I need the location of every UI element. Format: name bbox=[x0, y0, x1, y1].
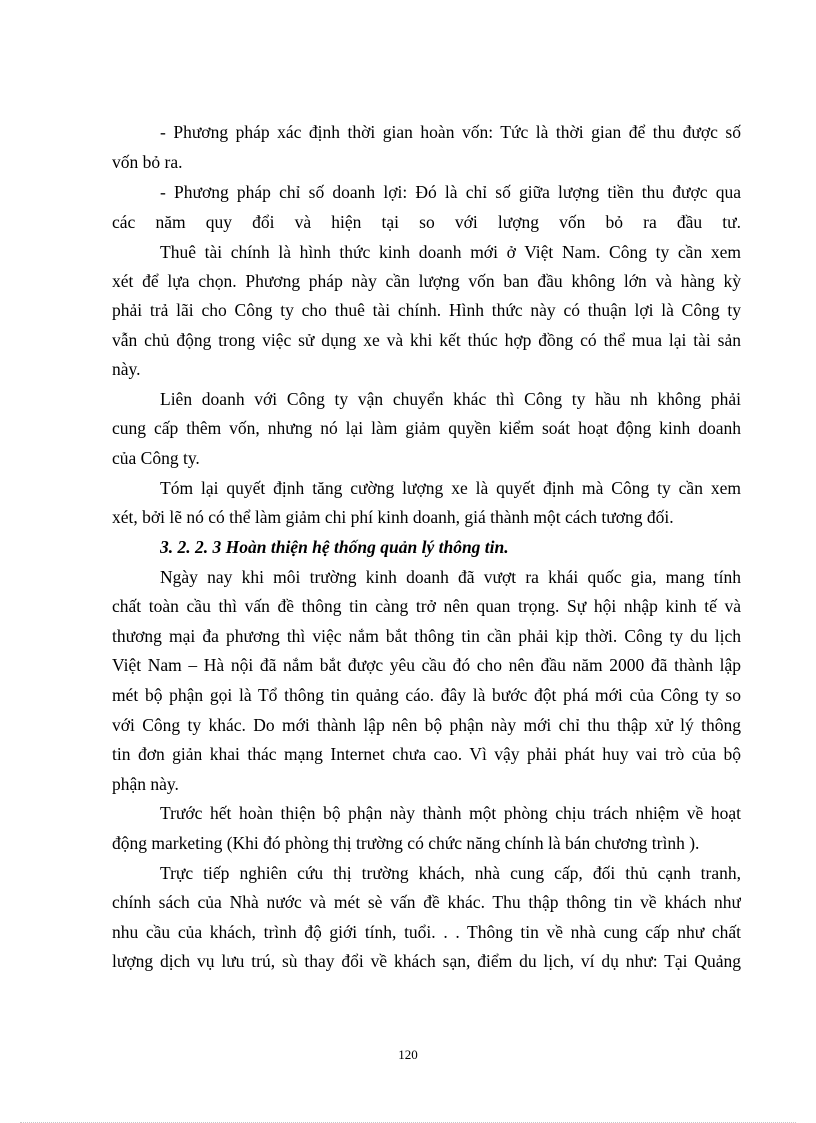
text-line: nhu cầu của khách, trình độ giới tính, tuổi. . . Thông tin về nhà cung cấp như chất bbox=[112, 922, 741, 942]
text-line: Tóm lại quyết định tăng cường lượng xe là quyết định mà Công ty cần xem bbox=[160, 478, 741, 498]
text-line: chính sách của Nhà nước và mét sè vấn đề khác. Thu thập thông tin về khách như bbox=[112, 892, 741, 912]
text-line: tin đơn giản khai thác mạng Internet chưa cao. Vì vậy phải phát huy vai trò của bộ bbox=[112, 744, 741, 764]
text-line: này. bbox=[112, 359, 141, 379]
text-line: Thuê tài chính là hình thức kinh doanh mới ở Việt Nam. Công ty cần xem bbox=[160, 242, 741, 262]
text-line: phận này. bbox=[112, 774, 179, 794]
text-line: của Công ty. bbox=[112, 448, 200, 468]
text-line: cung cấp thêm vốn, nhưng nó lại làm giảm quyền kiểm soát hoạt động kinh doanh bbox=[112, 418, 741, 438]
text-line: thương mại đa phương thì việc nắm bắt thông tin cần phải kịp thời. Công ty du lịch bbox=[112, 626, 741, 646]
text-line: - Phương pháp xác định thời gian hoàn vốn: Tức là thời gian để thu được số bbox=[160, 122, 741, 142]
text-line: xét để lựa chọn. Phương pháp này cần lượng vốn ban đầu không lớn và hàng kỳ bbox=[112, 271, 741, 291]
text-line: chất toàn cầu thì vấn đề thông tin càng trở nên quan trọng. Sự hội nhập kinh tế và bbox=[112, 596, 741, 616]
text-line: động marketing (Khi đó phòng thị trường có chức năng chính là bán chương trình ). bbox=[112, 833, 700, 853]
text-line: Liên doanh với Công ty vận chuyển khác thì Công ty hầu nh không phải bbox=[160, 389, 741, 409]
text-line: mét bộ phận gọi là Tổ thông tin quảng cáo. đây là bước đột phá mới của Công ty so bbox=[112, 685, 741, 705]
text-line: Việt Nam – Hà nội đã nắm bắt được yêu cầu đó cho nên đầu năm 2000 đã thành lập bbox=[112, 655, 741, 675]
text-line: Ngày nay khi môi trường kinh doanh đã vượt ra khái quốc gia, mang tính bbox=[160, 567, 741, 587]
section-heading: 3. 2. 2. 3 Hoàn thiện hệ thống quản lý thông tin. bbox=[160, 537, 509, 557]
text-line: Trước hết hoàn thiện bộ phận này thành một phòng chịu trách nhiệm về hoạt bbox=[160, 803, 741, 823]
text-line: vốn bỏ ra. bbox=[112, 152, 183, 172]
text-line: xét, bởi lẽ nó có thể làm giảm chi phí kinh doanh, giá thành một cách tương đối. bbox=[112, 507, 674, 527]
page-number: 120 bbox=[398, 1047, 418, 1062]
text-line: với Công ty khác. Do mới thành lập nên bộ phận này mới chỉ thu thập xử lý thông bbox=[112, 715, 741, 735]
text-line: phải trả lãi cho Công ty cho thuê tài chính. Hình thức này có thuận lợi là Công ty bbox=[112, 300, 741, 320]
text-line: vẫn chủ động trong việc sử dụng xe và khi kết thúc hợp đồng có thể mua lại tài sản bbox=[112, 330, 741, 350]
text-line: các năm quy đổi và hiện tại so với lượng vốn bỏ ra đầu tư. bbox=[112, 212, 741, 232]
text-line: - Phương pháp chỉ số doanh lợi: Đó là chỉ số giữa lượng tiền thu được qua bbox=[160, 182, 741, 202]
text-line: Trực tiếp nghiên cứu thị trường khách, nhà cung cấp, đối thủ cạnh tranh, bbox=[160, 863, 741, 883]
text-line: lượng dịch vụ lưu trú, sù thay đổi về khách sạn, điểm du lịch, ví dụ như: Tại Quảng bbox=[112, 951, 741, 971]
